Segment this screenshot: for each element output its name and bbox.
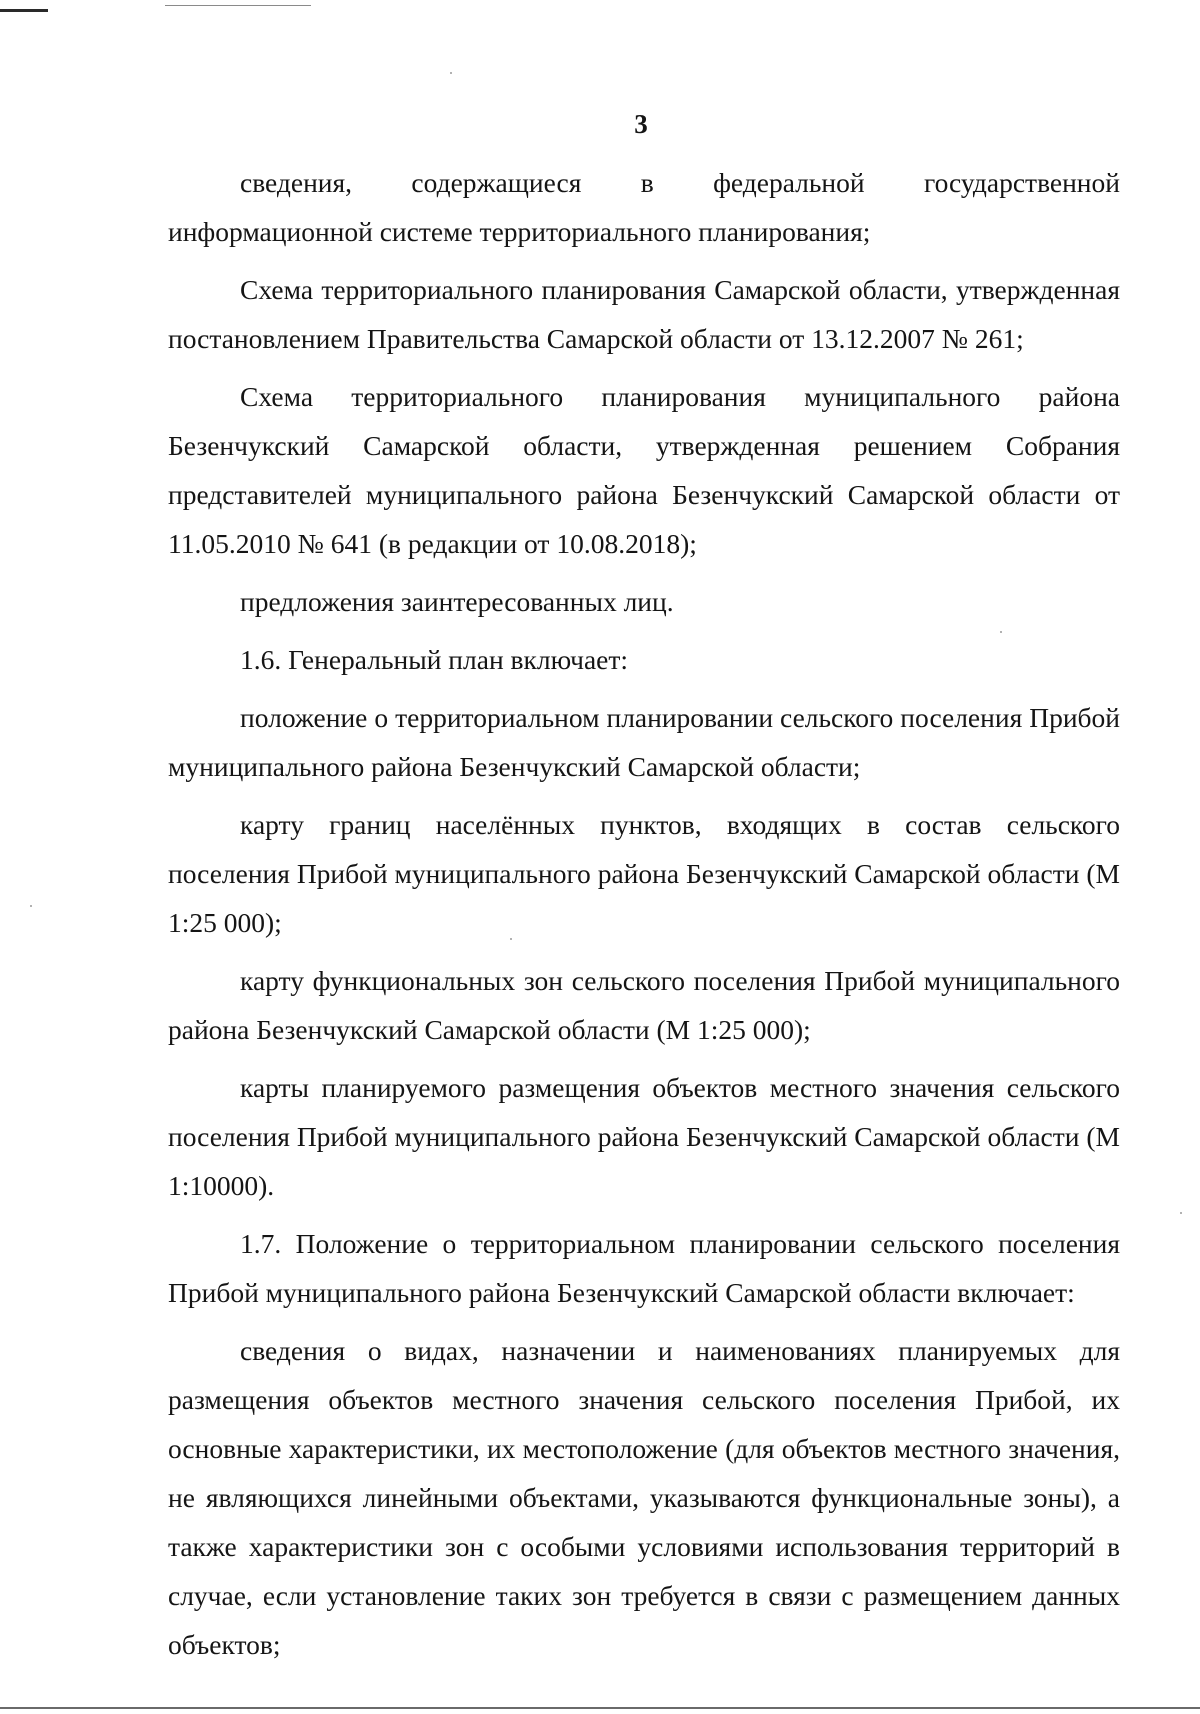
paragraph: 1.7. Положение о территориальном планировании сельского поселения Прибой муниципального района Безенчукский Самарской области включает:	[168, 1228, 1120, 1308]
scan-speck	[1180, 1212, 1182, 1214]
scan-edge-mark	[0, 1707, 1200, 1709]
scan-edge-mark	[0, 9, 48, 12]
scan-speck	[30, 905, 32, 907]
paragraph: положение о территориальном планировании сельского поселения Прибой муниципального района Безенчукский Самарской области;	[168, 702, 1120, 782]
page-number: 3	[634, 109, 648, 139]
paragraph: сведения о видах, назначении и наименованиях планируемых для размещения объектов местного значения сельского поселения Прибой, их основные характеристики, их местоположение (для объектов местного значения, не являющихся линейными объектами, указываются функциональные зоны), а также характеристики зон с особыми условиями использования территорий в случае, если установление таких зон требуется в связи с размещением данных объектов;	[168, 1335, 1120, 1660]
document-body	[168, 158, 1120, 1669]
scan-speck	[450, 72, 452, 74]
paragraph: 1.6. Генеральный план включает:	[240, 644, 629, 675]
scan-edge-mark	[165, 5, 311, 6]
paragraph: карты планируемого размещения объектов местного значения сельского поселения Прибой муниципального района Безенчукский Самарской области (М 1:10000).	[168, 1072, 1120, 1201]
paragraph: карту границ населённых пунктов, входящих в состав сельского поселения Прибой муниципального района Безенчукский Самарской области (М 1:25 000);	[168, 809, 1120, 938]
paragraph: карту функциональных зон сельского поселения Прибой муниципального района Безенчукский Самарской области (М 1:25 000);	[168, 965, 1120, 1045]
paragraph: сведения, содержащиеся в федеральной государственной информационной системе территориального планирования;	[168, 167, 1120, 247]
paragraph: Схема территориального планирования муниципального района Безенчукский Самарской области, утвержденная решением Собрания представителей муниципального района Безенчукский Самарской области от 11.05.2010 № 641 (в редакции от 10.08.2018);	[168, 381, 1120, 559]
paragraph: Схема территориального планирования Самарской области, утвержденная постановлением Правительства Самарской области от 13.12.2007 № 261;	[168, 274, 1120, 354]
paragraph: предложения заинтересованных лиц.	[240, 586, 674, 617]
